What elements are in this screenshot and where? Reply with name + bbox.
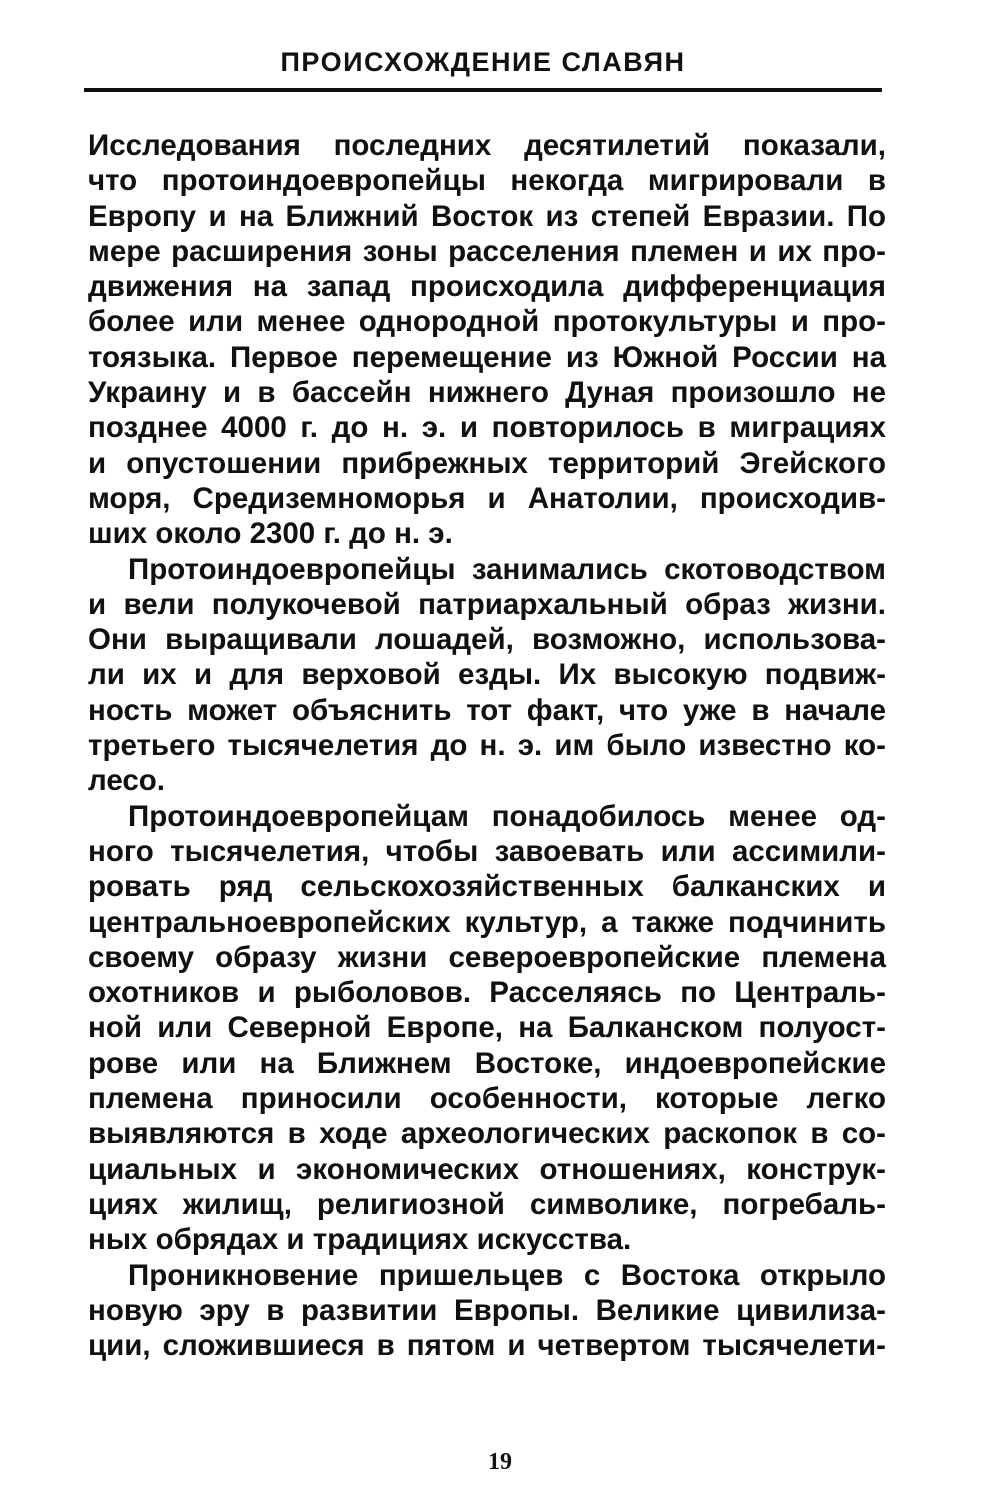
text-line: что протоиндоевропейцы некогда мигрировали в — [88, 164, 886, 198]
text-line: ции, сложившиеся в пятом и четвертом тысячелети- — [88, 1329, 886, 1363]
text-line: центральноевропейских культур, а также подчинить — [88, 905, 886, 939]
text-line: моря, Средиземноморья и Анатолии, происходив- — [88, 481, 886, 515]
text-line: Протоиндоевропейцы занимались скотоводством — [128, 552, 886, 586]
text-line: позднее 4000 г. до н. э. и повторилось в миграциях — [88, 411, 886, 445]
text-line: мере расширения зоны расселения племен и их про- — [88, 234, 886, 268]
body-text — [88, 128, 886, 1363]
text-line: племена приносили особенности, которые легко — [88, 1082, 886, 1116]
text-line: ной или Северной Европе, на Балканском полуост- — [88, 1011, 886, 1045]
text-line: лесо. — [88, 764, 165, 798]
text-line: ровать ряд сельскохозяйственных балканских и — [88, 870, 886, 904]
text-line: Проникновение пришельцев с Востока открыло — [128, 1258, 886, 1292]
text-line: своему образу жизни североевропейские племена — [88, 940, 886, 974]
text-line: Исследования последних десятилетий показали, — [88, 129, 886, 162]
text-line: ли их и для верховой езды. Их высокую подвиж- — [88, 658, 886, 692]
text-line: ного тысячелетия, чтобы завоевать или ассимили- — [88, 834, 886, 868]
text-line: и вели полукочевой патриархальный образ жизни. — [88, 587, 886, 621]
running-head: ПРОИСХОЖДЕНИЕ СЛАВЯН — [280, 47, 686, 77]
paragraph — [88, 799, 886, 1258]
header-rule — [84, 88, 882, 92]
paragraph — [88, 1258, 886, 1364]
text-line: ных обрядах и традициях искусства. — [88, 1223, 632, 1257]
text-line: ность может объяснить тот факт, что уже в начале — [88, 693, 886, 727]
text-line: и опустошении прибрежных территорий Эгейского — [88, 446, 886, 480]
text-line: ших около 2300 г. до н. э. — [88, 517, 453, 551]
text-line: движения на запад происходила дифференциация — [88, 270, 886, 304]
text-line: Европу и на Ближний Восток из степей Евразии. По — [88, 199, 886, 233]
text-line: Украину и в бассейн нижнего Дуная произошло не — [88, 376, 886, 410]
text-line: охотников и рыболовов. Расселяясь по Централь- — [88, 976, 886, 1010]
paragraph — [88, 128, 886, 552]
text-line: выявляются в ходе археологических раскопок в со- — [88, 1117, 886, 1151]
text-line: третьего тысячелетия до н. э. им было известно ко- — [88, 729, 886, 763]
text-line: циях жилищ, религиозной символике, погребаль- — [88, 1187, 886, 1221]
text-line: рове или на Ближнем Востоке, индоевропейские — [88, 1046, 886, 1080]
page-number: 19 — [488, 1449, 512, 1475]
text-line: тоязыка. Первое перемещение из Южной России на — [88, 340, 886, 374]
text-line: новую эру в развитии Европы. Великие цивилиза- — [88, 1293, 886, 1327]
paragraph — [88, 552, 886, 799]
text-line: циальных и экономических отношениях, конструк- — [88, 1152, 886, 1186]
text-line: более или менее однородной протокультуры и про- — [88, 305, 886, 339]
text-line: Они выращивали лошадей, возможно, использова- — [88, 623, 886, 657]
text-line: Протоиндоевропейцам понадобилось менее од- — [128, 799, 886, 833]
